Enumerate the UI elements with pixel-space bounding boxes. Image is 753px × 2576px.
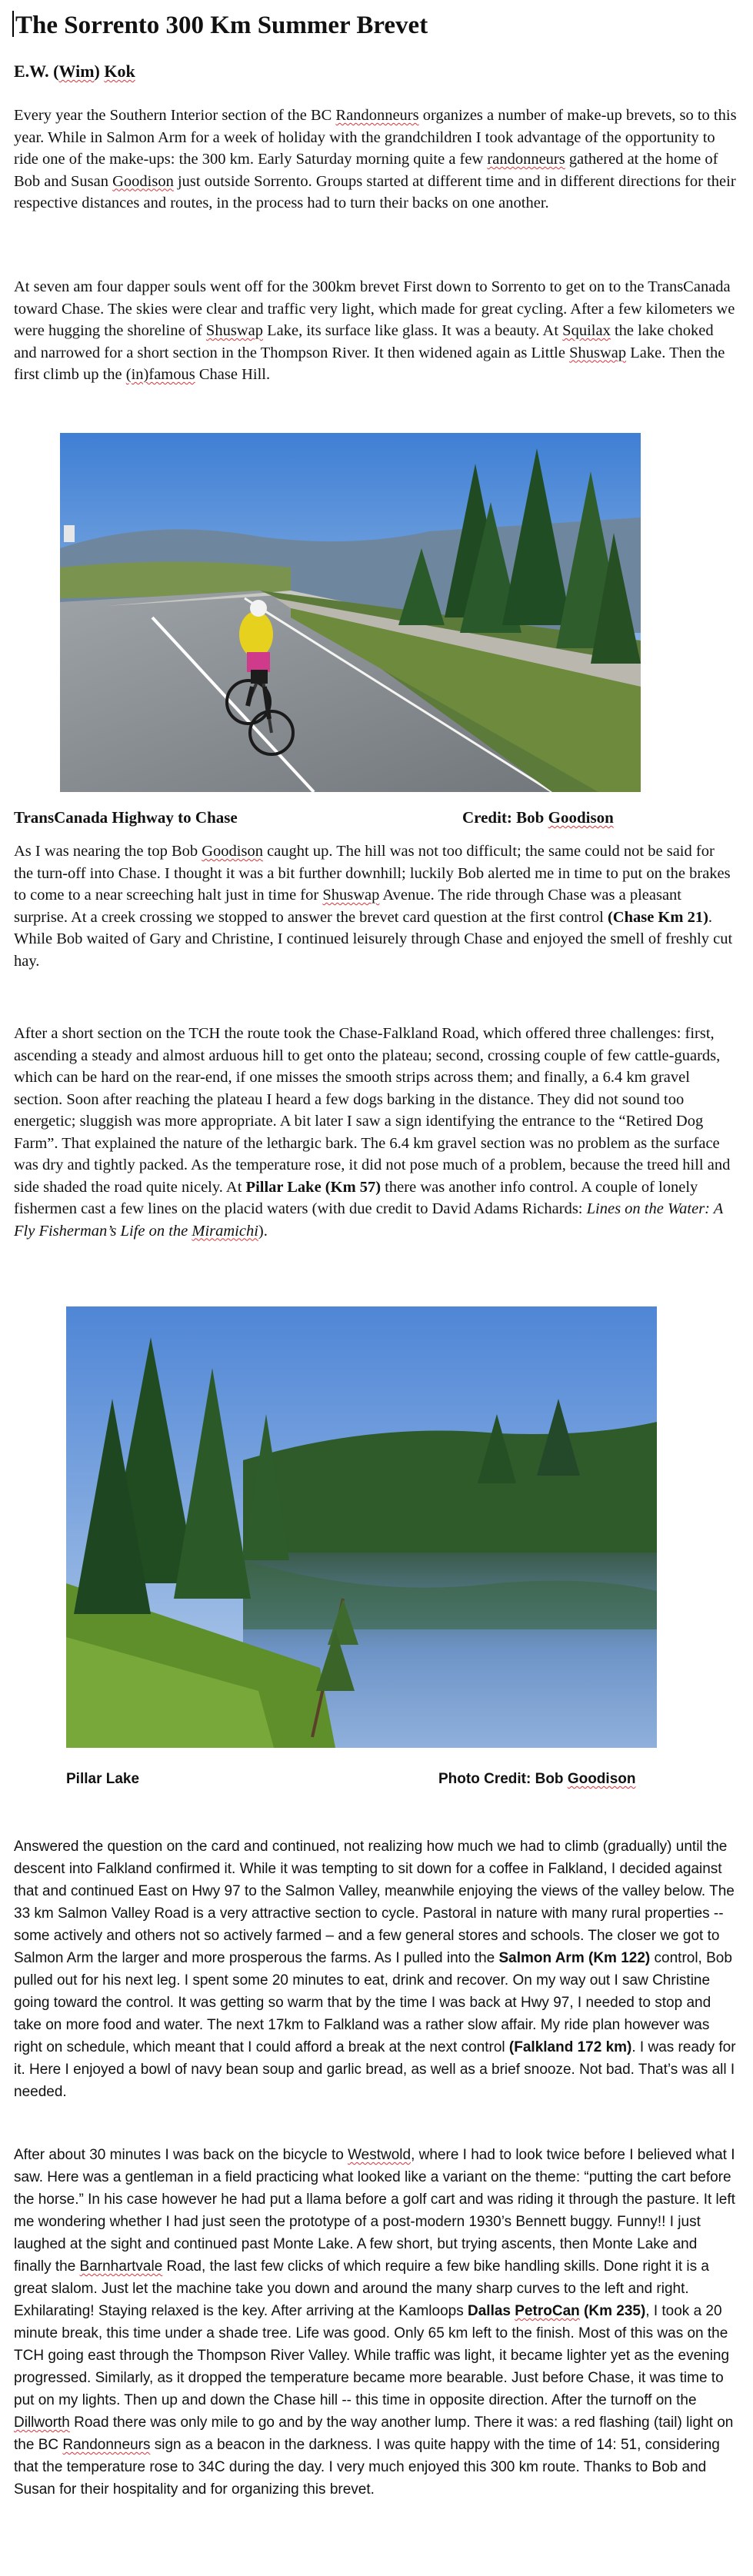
text-cursor [12, 11, 14, 37]
paragraph-falkland-road: After a short section on the TCH the route took the Chase-Falkland Road, which offered three challenges: first, ascending a steady and almost arduous hill to get onto the plateau; second, crossing couple of few cattle-guards, which can be hard on the rear-end, if one misses the smooth strips across them; and finally, a 6.4 km gravel section. Soon after reaching the plateau I heard a few dogs barking in the distance. They did not sound too energetic; sluggish was more appropriate. A bit later I saw a sign identifying the entrance to the “Retired Dog Farm”. That explained the nature of the lethargic bark. The 6.4 km gravel section was no problem as the surface was dry and tightly packed. As the temperature rose, it did not pose much of a problem, because the treed hill and side shaded the road quite nicely. At Pillar Lake (Km 57) there was another info control. A couple of lonely fishermen cast a few lines on the placid waters (with due credit to David Adams Richards: Lines on the Water: A Fly Fisherman’s Life on the Miramichi). [14, 1025, 731, 1240]
photo2-caption: Pillar Lake [66, 1771, 140, 1787]
photo1-caption: TransCanada Highway to Chase [14, 808, 238, 827]
paragraph-intro: Every year the Southern Interior section of the BC Randonneurs organizes a number of make-up brevets, so to this year. While in Salmon Arm for a week of holiday with the grandchildren I took advantage of the opportunity to ride one of the make-ups: the 300 km. Early Saturday morning quite a few randonneurs gathered at the home of Bob and Susan Goodison just outside Sorrento. Groups started at different time and in different directions for their respective distances and routes, in the process had to turn their backs on one another. [14, 107, 737, 211]
paragraph-chase: As I was nearing the top Bob Goodison caught up. The hill was not too difficult; the same could not be said for the turn-off into Chase. I thought it was a bit further downhill; luckily Bob alerted me in time to put on the brakes to come to a near screeching halt just in time for Shuswap Avenue. The ride through Chase was a pleasant surprise. At a creek crossing we stopped to answer the brevet card question at the first control (Chase Km 21). While Bob waited of Gary and Christine, I continued leisurely through Chase and enjoyed the smell of freshly cut hay. [14, 843, 733, 970]
photo2-credit: Photo Credit: Bob Goodison [438, 1771, 636, 1787]
photo1-credit: Credit: Bob Goodison [462, 808, 614, 827]
photo-transcanada-highway [60, 433, 641, 792]
author-nickname: Wim [58, 62, 95, 81]
photo-pillar-lake [66, 1306, 657, 1748]
cyclist-on-highway-image [60, 433, 641, 792]
paragraph-finish: After about 30 minutes I was back on the bicycle to Westwold, where I had to look twice before I believed what I saw. Here was a gentleman in a field practicing what looked like a variant on the theme: “putting the cart before the horse.” In his case however he had put a llama before a golf cart and was riding it through the pasture. It left me wondering whether I had just seen the prototype of a post-modern 1930’s Bennett buggy. Funny!! I just laughed at the sight and continued past Monte Lake. A few short, but trying ascents, then Monte Lake and finally the Barnhartvale Road, the last few clicks of which require a few bike handling skills. Done right it is a great slalom. Just let the machine take you down and around the many sharp curves to the left and right. Exhilarating! Staying relaxed is the key. After arriving at the Kamloops Dallas PetroCan (Km 235), I took a 20 minute break, this time under a shade tree. Life was good. Only 65 km left to the finish. Most of this was on the TCH going east through the Thompson River Valley. While traffic was light, it became lighter yet as the evening progressed. Similarly, as it dropped the temperature became more bearable. Just before Chase, it was time to put on my lights. Then up and down the Chase hill -- this time in opposite direction. After the turnoff on the Dillworth Road there was only mile to go and by the way another lump. There it was: a red flashing (tail) light on the BC Randonneurs sign as a beacon in the darkness. I was quite happy with the time of 14: 51, considering that the temperature rose to 34C during the day. I very much enjoyed this 300 km route. Thanks to Bob and Susan for their hospitality and for organizing this brevet. [14, 2147, 735, 2498]
author-line: E.W. (Wim) Kok [14, 62, 135, 81]
article-title: The Sorrento 300 Km Summer Brevet [12, 11, 428, 40]
pillar-lake-image [66, 1306, 657, 1748]
paragraph-start: At seven am four dapper souls went off for the 300km brevet First down to Sorrento to get on to the TransCanada toward Chase. The skies were clear and traffic very light, which made for great cycling. After a few kilometers we were hugging the shoreline of Shuswap Lake, its surface like glass. It was a beauty. At Squilax the lake choked and narrowed for a short section in the Thompson River. It then widened again as Little Shuswap Lake. Then the first climb up the (in)famous Chase Hill. [14, 278, 735, 383]
author-surname: Kok [104, 62, 135, 81]
paragraph-salmon-arm: Answered the question on the card and continued, not realizing how much we had to climb (gradually) until the descent into Falkland confirmed it. While it was tempting to sit down for a coffee in Falkland, I decided against that and continued East on Hwy 97 to the Salmon Valley, meanwhile enjoying the views of the valley below. The 33 km Salmon Valley Road is a very attractive section to cycle. Pastoral in nature with many rural properties -- some actively and others not so actively farmed – and a few general stores and schools. The closer we got to Salmon Arm the larger and more prosperous the farms. As I pulled into the Salmon Arm (Km 122) control, Bob pulled out for his next leg. I spent some 20 minutes to eat, drink and recover. On my way out I saw Christine going toward the control. It was getting so warm that by the time I was back at Hwy 97, I needed to stop and take on more food and water. The next 17km to Falkland was a rather slow affair. My ride plan however was right on schedule, which meant that I could afford a break at the next control (Falkland 172 km). I was ready for it. Here I enjoyed a bowl of navy bean soup and garlic bread, as well as a brief snooze. Not bad. That’s was all I needed. [14, 1839, 736, 2100]
